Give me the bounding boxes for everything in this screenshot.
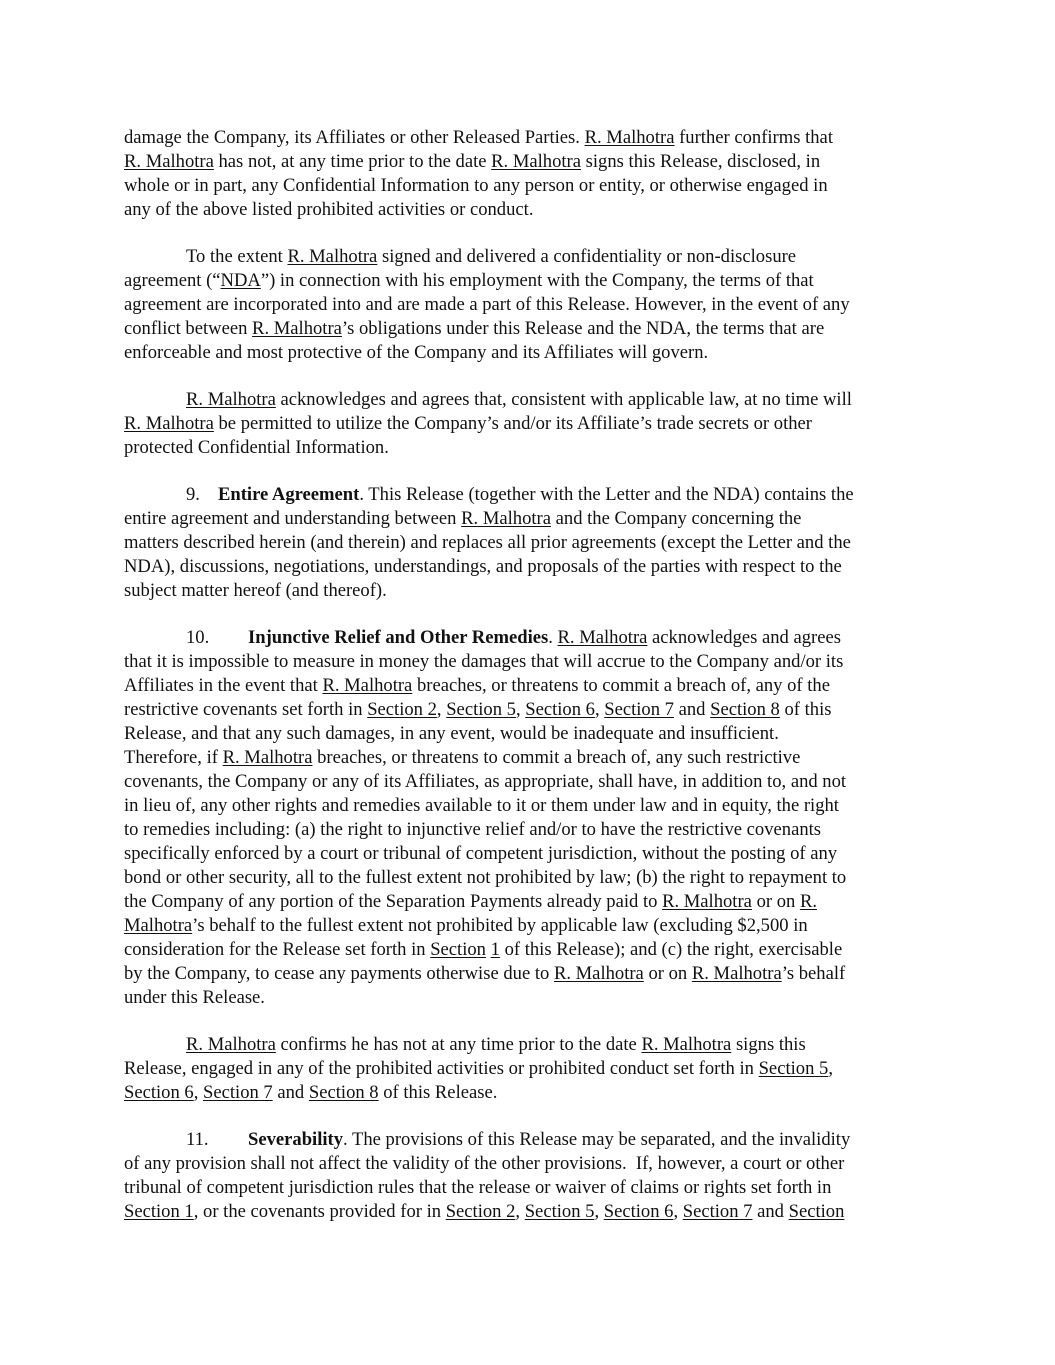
- p5-line11: bond or other security, all to the fullest extent not prohibited by law; (b) the right to repayment to: [124, 867, 847, 888]
- party-name: R. Malhotra: [491, 151, 581, 172]
- section-ref: Section 8: [710, 699, 780, 720]
- section-ref: Section: [430, 939, 486, 960]
- party-name: R. Malhotra: [584, 127, 675, 148]
- party-name: R. Malhotra: [557, 627, 648, 648]
- section-ref: Section 6: [525, 699, 595, 720]
- section-ref: Section 6: [603, 1201, 674, 1222]
- party-name: R. Malhotra: [322, 675, 413, 696]
- p4-line2: entire agreement and understanding between R. Malhotra and the Company concerning the: [124, 508, 802, 529]
- p5-line6: Therefore, if R. Malhotra breaches, or threatens to commit a breach of, any such restrictive: [124, 747, 801, 768]
- p7-line2: of any provision shall not affect the validity of the other provisions. If, however, a court or other: [124, 1153, 845, 1174]
- p7-line1: 11. Severability. The provisions of this Release may be separated, and the invalidity: [186, 1129, 851, 1150]
- section-number: 11.: [186, 1129, 209, 1150]
- p1-line3: whole or in part, any Confidential Information to any person or entity, or otherwise engaged in: [124, 175, 828, 196]
- p5-line8: in lieu of, any other rights and remedies available to it or them under law and in equity, the right: [124, 795, 839, 816]
- p7-line4: Section 1, or the covenants provided for in Section 2, Section 5, Section 6, Section 7 and Section: [124, 1201, 845, 1222]
- section-heading: Injunctive Relief and Other Remedies: [248, 627, 549, 648]
- party-name-part: Malhotra: [124, 915, 193, 936]
- section-number: 9.: [186, 484, 200, 505]
- party-name: R. Malhotra: [124, 151, 214, 172]
- party-name: R. Malhotra: [252, 318, 342, 339]
- party-name: R. Malhotra: [186, 389, 276, 410]
- section-ref: Section 6: [124, 1082, 194, 1103]
- p6-line3: Section 6, Section 7 and Section 8 of this Release.: [124, 1082, 498, 1103]
- p2-line5: enforceable and most protective of the Company and its Affiliates will govern.: [124, 342, 709, 363]
- section-heading: Entire Agreement: [218, 484, 360, 505]
- p4-line3: matters described herein (and therein) and replaces all prior agreements (except the Letter and the: [124, 532, 851, 553]
- p1-line4: any of the above listed prohibited activities or conduct.: [124, 199, 534, 220]
- party-name: R. Malhotra: [641, 1034, 732, 1055]
- party-name: R. Malhotra: [461, 508, 551, 529]
- p5-line4: restrictive covenants set forth in Section 2, Section 5, Section 6, Section 7 and Section 8 of this: [124, 699, 832, 720]
- section-ref: Section 2: [367, 699, 437, 720]
- section-ref: Section 2: [445, 1201, 516, 1222]
- section-ref: Section 7: [604, 699, 674, 720]
- p5-line3: Affiliates in the event that R. Malhotra breaches, or threatens to commit a breach of, any of the: [124, 675, 830, 696]
- p3-line3: protected Confidential Information.: [124, 437, 389, 458]
- p1-line1: damage the Company, its Affiliates or other Released Parties. R. Malhotra further confirms that: [124, 127, 833, 148]
- p2-line1: To the extent R. Malhotra signed and delivered a confidentiality or non-disclosure: [186, 246, 797, 267]
- p5-line14: consideration for the Release set forth in Section 1 of this Release); and (c) the right, exercisable: [124, 939, 843, 960]
- section-ref: Section 8: [308, 1082, 379, 1103]
- section-ref: Section 7: [682, 1201, 753, 1222]
- party-name: R. Malhotra: [553, 963, 644, 984]
- section-heading: Severability: [248, 1129, 344, 1150]
- party-name-part: R.: [799, 891, 818, 912]
- section-ref-number: 1: [490, 939, 500, 960]
- p1-line2: R. Malhotra has not, at any time prior to the date R. Malhotra signs this Release, disclosed, in: [124, 151, 821, 172]
- party-name: R. Malhotra: [287, 246, 378, 267]
- section-ref: Section: [788, 1201, 845, 1222]
- p5-line13: Malhotra’s behalf to the fullest extent not prohibited by applicable law (excluding $2,500 in: [124, 915, 808, 936]
- section-ref: Section 5: [446, 699, 516, 720]
- p7-line3: tribunal of competent jurisdiction rules that the release or waiver of claims or rights set forth in: [124, 1177, 832, 1198]
- section-number: 10.: [186, 627, 210, 648]
- party-name: R. Malhotra: [222, 747, 313, 768]
- p5-line1: 10. Injunctive Relief and Other Remedies. R. Malhotra acknowledges and agrees: [186, 627, 841, 648]
- section-ref: Section 7: [203, 1082, 273, 1103]
- p5-line16: under this Release.: [124, 987, 265, 1008]
- p5-line9: to remedies including: (a) the right to injunctive relief and/or to have the restrictive covenants: [124, 819, 822, 840]
- party-name: R. Malhotra: [662, 891, 752, 912]
- p4-line4: NDA), discussions, negotiations, understandings, and proposals of the parties with respect to the: [124, 556, 842, 577]
- p2-line2: agreement (“NDA”) in connection with his employment with the Company, the terms of that: [124, 270, 814, 291]
- party-name: R. Malhotra: [691, 963, 782, 984]
- p3-line2: R. Malhotra be permitted to utilize the Company’s and/or its Affiliate’s trade secrets or other: [124, 413, 812, 434]
- section-ref: Section 1: [124, 1201, 194, 1222]
- p5-line12: the Company of any portion of the Separation Payments already paid to R. Malhotra or on R.: [124, 891, 818, 912]
- p5-line10: specifically enforced by a court or tribunal of competent jurisdiction, without the posting of any: [124, 843, 838, 864]
- p6-line1: R. Malhotra confirms he has not at any time prior to the date R. Malhotra signs this: [186, 1034, 806, 1055]
- p4-line5: subject matter hereof (and thereof).: [124, 580, 387, 601]
- p3-line1: R. Malhotra acknowledges and agrees that, consistent with applicable law, at no time will: [186, 389, 852, 410]
- p5-line5: Release, and that any such damages, in any event, would be inadequate and insufficient.: [124, 723, 779, 744]
- p5-line15: by the Company, to cease any payments otherwise due to R. Malhotra or on R. Malhotra’s behalf: [124, 963, 846, 984]
- p2-line3: agreement are incorporated into and are made a part of this Release. However, in the event of any: [124, 294, 850, 315]
- p4-line1: 9. Entire Agreement. This Release (together with the Letter and the NDA) contains the: [186, 484, 854, 505]
- nda-term: NDA: [220, 270, 261, 291]
- party-name: R. Malhotra: [124, 413, 214, 434]
- p5-line2: that it is impossible to measure in money the damages that will accrue to the Company and/or its: [124, 651, 844, 672]
- section-ref: Section 5: [524, 1201, 595, 1222]
- party-name: R. Malhotra: [186, 1034, 276, 1055]
- p2-line4: conflict between R. Malhotra’s obligations under this Release and the NDA, the terms that are: [124, 318, 825, 339]
- p6-line2: Release, engaged in any of the prohibited activities or prohibited conduct set forth in Section 5,: [124, 1058, 833, 1079]
- section-ref: Section 5: [758, 1058, 829, 1079]
- p5-line7: covenants, the Company or any of its Affiliates, as appropriate, shall have, in addition to, and not: [124, 771, 847, 792]
